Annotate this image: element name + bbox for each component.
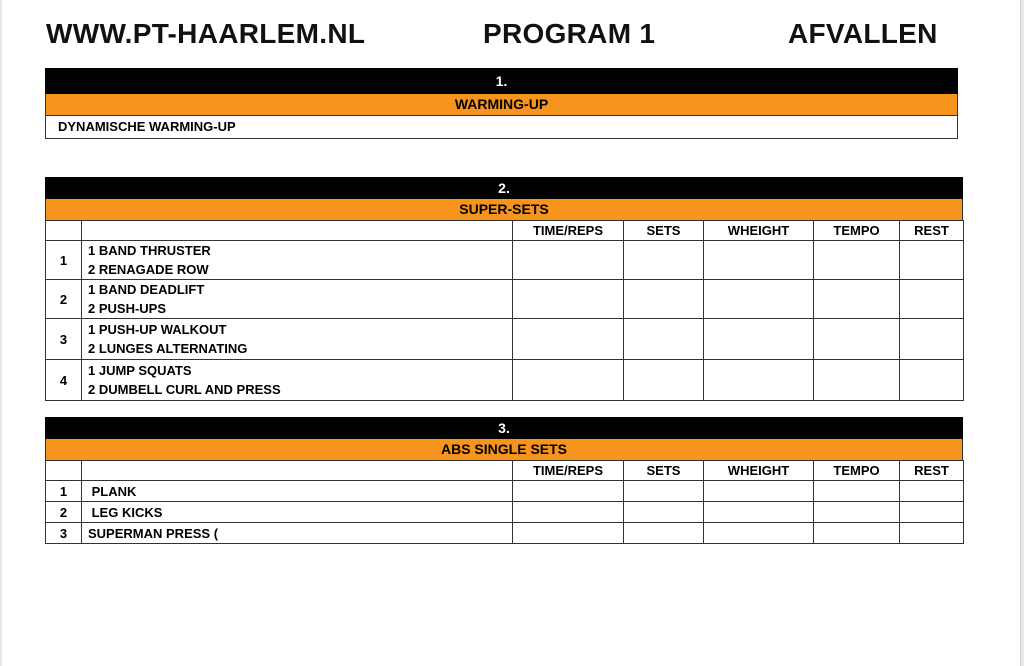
sets-cell[interactable] bbox=[624, 523, 704, 544]
table-row bbox=[46, 280, 964, 319]
section-number: 2. bbox=[45, 177, 963, 199]
exercise-cell: SUPERMAN PRESS ( bbox=[82, 523, 513, 544]
super-sets-table bbox=[45, 220, 964, 401]
exercise-cell bbox=[82, 241, 513, 280]
table-row bbox=[46, 319, 964, 360]
tempo-cell[interactable] bbox=[814, 481, 900, 502]
header-tempo: TEMPO bbox=[814, 221, 900, 241]
row-number: 2 bbox=[46, 502, 82, 523]
section-number: 3. bbox=[45, 417, 963, 439]
rest-cell[interactable] bbox=[900, 241, 964, 280]
rest-cell[interactable] bbox=[900, 360, 964, 401]
table-row bbox=[46, 241, 964, 280]
exercise-line: 2 PUSH-UPS bbox=[88, 301, 167, 316]
table-row bbox=[46, 502, 964, 523]
rest-cell[interactable] bbox=[900, 502, 964, 523]
tempo-cell[interactable] bbox=[814, 280, 900, 319]
header-time-reps: TIME/REPS bbox=[513, 461, 624, 481]
time-reps-cell[interactable] bbox=[513, 319, 624, 360]
header-cell-empty bbox=[46, 221, 82, 241]
exercise-line: 2 DUMBELL CURL AND PRESS bbox=[88, 382, 281, 397]
tempo-cell[interactable] bbox=[814, 241, 900, 280]
section-abs-single-sets bbox=[45, 417, 963, 544]
sets-cell[interactable] bbox=[624, 241, 704, 280]
weight-cell[interactable] bbox=[704, 280, 814, 319]
exercise-cell: LEG KICKS bbox=[82, 502, 513, 523]
sets-cell[interactable] bbox=[624, 481, 704, 502]
goal-title: AFVALLEN bbox=[788, 18, 938, 49]
sets-cell[interactable] bbox=[624, 360, 704, 401]
tempo-cell[interactable] bbox=[814, 319, 900, 360]
exercise-line: 2 RENAGADE ROW bbox=[88, 262, 209, 277]
row-number: 2 bbox=[46, 280, 82, 319]
section-warming-up bbox=[45, 68, 958, 139]
weight-cell[interactable] bbox=[704, 523, 814, 544]
header-cell-empty bbox=[46, 461, 82, 481]
header-weight: WHEIGHT bbox=[704, 461, 814, 481]
rest-cell[interactable] bbox=[900, 280, 964, 319]
sets-cell[interactable] bbox=[624, 280, 704, 319]
header-cell-empty bbox=[82, 221, 513, 241]
weight-cell[interactable] bbox=[704, 481, 814, 502]
time-reps-cell[interactable] bbox=[513, 241, 624, 280]
table-row bbox=[46, 360, 964, 401]
exercise-cell: PLANK bbox=[82, 481, 513, 502]
row-number: 1 bbox=[46, 241, 82, 280]
weight-cell[interactable] bbox=[704, 241, 814, 280]
table-header-row bbox=[46, 461, 964, 481]
header-sets: SETS bbox=[624, 461, 704, 481]
time-reps-cell[interactable] bbox=[513, 502, 624, 523]
sets-cell[interactable] bbox=[624, 502, 704, 523]
section-title: WARMING-UP bbox=[45, 94, 958, 115]
tempo-cell[interactable] bbox=[814, 523, 900, 544]
rest-cell[interactable] bbox=[900, 319, 964, 360]
time-reps-cell[interactable] bbox=[513, 280, 624, 319]
exercise-line: 1 BAND THRUSTER bbox=[88, 243, 211, 258]
rest-cell[interactable] bbox=[900, 481, 964, 502]
exercise-line: 1 JUMP SQUATS bbox=[88, 363, 192, 378]
program-title: PROGRAM 1 bbox=[483, 18, 656, 49]
section-super-sets bbox=[45, 177, 963, 401]
weight-cell[interactable] bbox=[704, 360, 814, 401]
exercise-cell bbox=[82, 319, 513, 360]
tempo-cell[interactable] bbox=[814, 502, 900, 523]
exercise-line: 1 BAND DEADLIFT bbox=[88, 282, 205, 297]
header-weight: WHEIGHT bbox=[704, 221, 814, 241]
row-number: 4 bbox=[46, 360, 82, 401]
site-title: WWW.PT-HAARLEM.NL bbox=[46, 18, 366, 49]
tempo-cell[interactable] bbox=[814, 360, 900, 401]
section-title: ABS SINGLE SETS bbox=[45, 439, 963, 460]
table-header-row bbox=[46, 221, 964, 241]
row-number: 3 bbox=[46, 319, 82, 360]
exercise-line: 1 PUSH-UP WALKOUT bbox=[88, 322, 227, 337]
weight-cell[interactable] bbox=[704, 502, 814, 523]
header-rest: REST bbox=[900, 461, 964, 481]
weight-cell[interactable] bbox=[704, 319, 814, 360]
header-tempo: TEMPO bbox=[814, 461, 900, 481]
table-row bbox=[46, 523, 964, 544]
abs-sets-table bbox=[45, 460, 964, 544]
document-page bbox=[2, 0, 1021, 666]
exercise-line: 2 LUNGES ALTERNATING bbox=[88, 341, 248, 356]
table-row bbox=[46, 481, 964, 502]
time-reps-cell[interactable] bbox=[513, 481, 624, 502]
exercise-cell bbox=[82, 360, 513, 401]
time-reps-cell[interactable] bbox=[513, 523, 624, 544]
header-cell-empty bbox=[82, 461, 513, 481]
rest-cell[interactable] bbox=[900, 523, 964, 544]
row-number: 3 bbox=[46, 523, 82, 544]
row-number: 1 bbox=[46, 481, 82, 502]
exercise-cell bbox=[82, 280, 513, 319]
header-rest: REST bbox=[900, 221, 964, 241]
time-reps-cell[interactable] bbox=[513, 360, 624, 401]
section-number: 1. bbox=[45, 68, 958, 94]
warming-up-content: DYNAMISCHE WARMING-UP bbox=[45, 115, 958, 139]
section-title: SUPER-SETS bbox=[45, 199, 963, 220]
header-time-reps: TIME/REPS bbox=[513, 221, 624, 241]
header-sets: SETS bbox=[624, 221, 704, 241]
sets-cell[interactable] bbox=[624, 319, 704, 360]
